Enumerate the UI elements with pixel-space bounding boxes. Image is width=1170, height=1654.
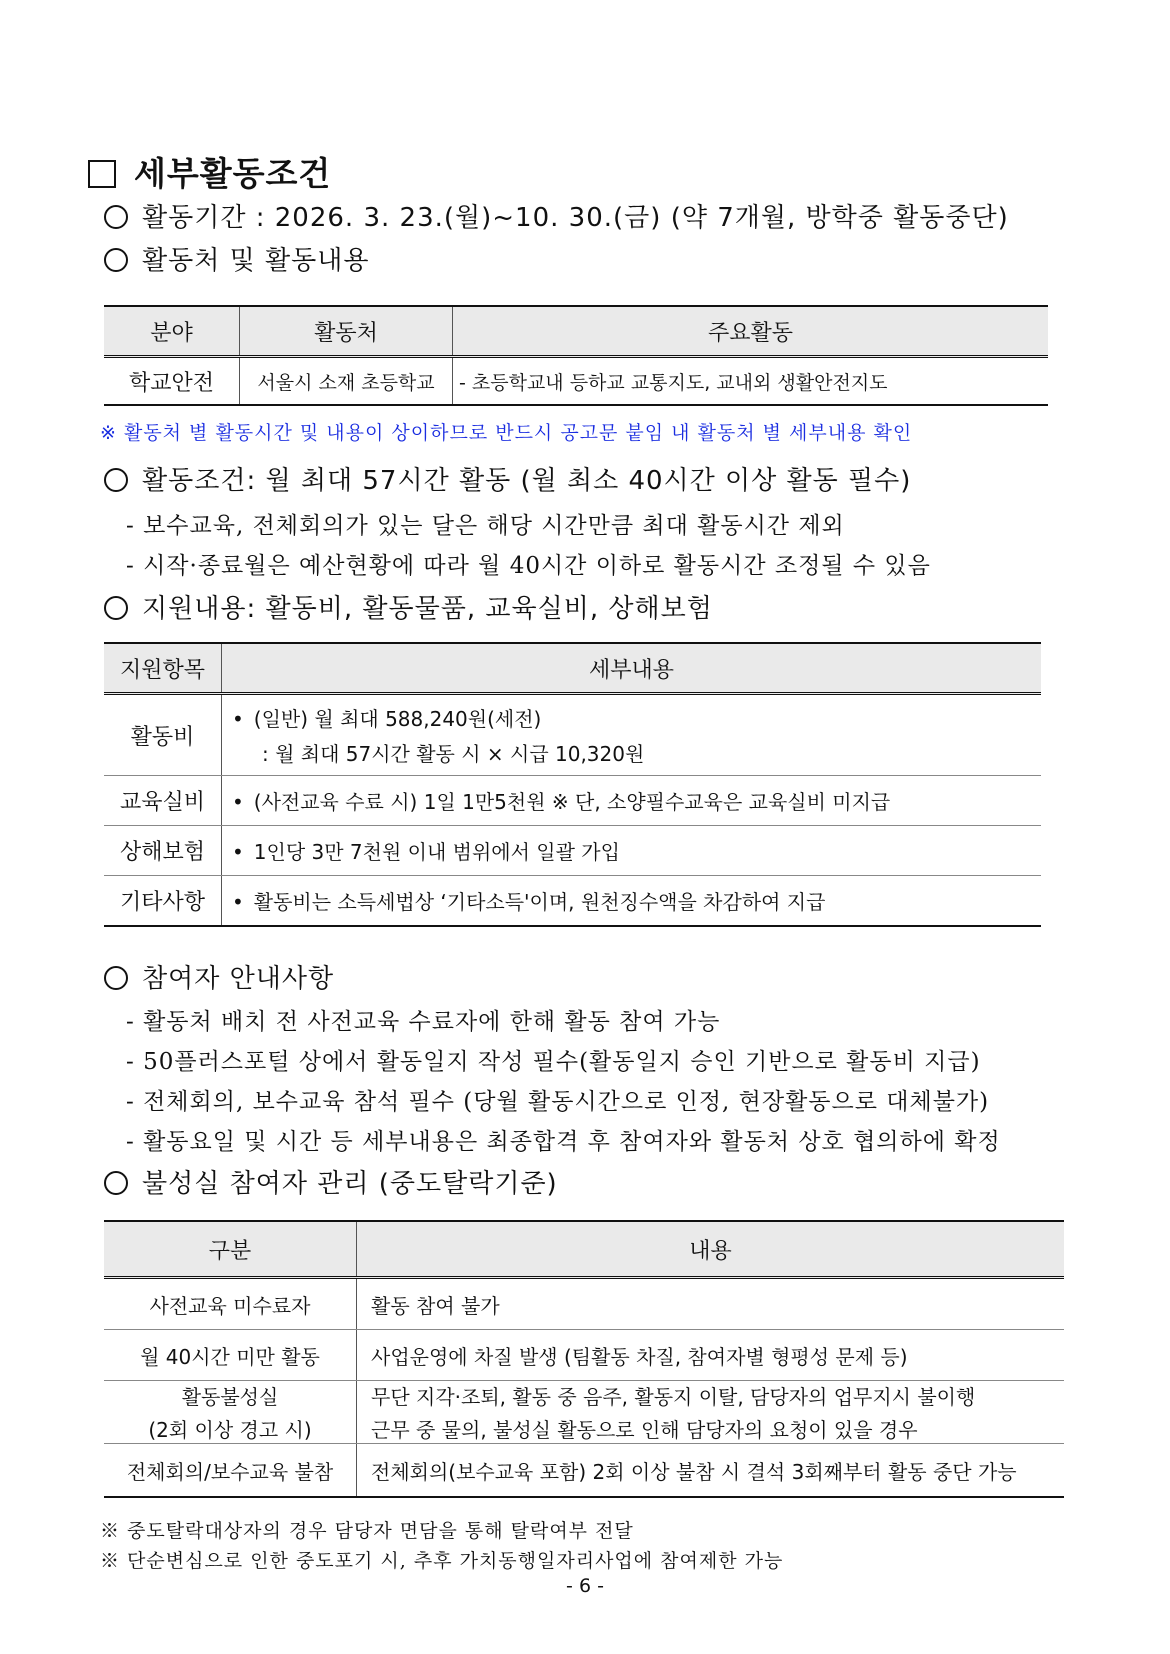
row-label: 교육실비 (104, 776, 222, 826)
dropout-heading-text: 불성실 참여자 관리 (중도탈락기준) (142, 1169, 558, 1199)
section-title-text: 세부활동조건 (134, 154, 332, 193)
condition-item: - 시작·종료월은 예산현황에 따라 월 40시간 이하로 활동시간 조정될 수 있음 (126, 553, 931, 579)
footnote: ※ 중도탈락대상자의 경우 담당자 면담을 통해 탈락여부 전달 (100, 1520, 634, 1542)
content-line: 근무 중 물의, 불성실 활동으로 인해 담당자의 요청이 있을 경우 (371, 1418, 918, 1442)
footnote: ※ 단순변심으로 인한 중도포기 시, 추후 가치동행일자리사업에 참여제한 가능 (100, 1550, 784, 1572)
table-header: 지원항목 (104, 643, 222, 694)
row-label: 활동비 (104, 694, 222, 776)
circle-bullet-icon (104, 468, 128, 492)
table-cell: 서울시 소재 초등학교 (240, 357, 453, 406)
participant-item: - 활동요일 및 시간 등 세부내용은 최종합격 후 참여자와 활동처 상호 협의하에 확정 (126, 1129, 1001, 1155)
content-line: : 월 최대 57시간 활동 시 × 시급 10,320원 (262, 742, 645, 766)
table-header-row (104, 1221, 1064, 1278)
table-header: 세부내용 (222, 643, 1042, 694)
circle-bullet-icon (104, 248, 128, 272)
table-header: 구분 (104, 1221, 357, 1278)
table-row (104, 1278, 1064, 1330)
row-content (222, 876, 1042, 927)
content-text: 활동비는 소득세법상 ‘기타소득'이며, 원천징수액을 차감하여 지급 (253, 890, 826, 914)
row-content (222, 694, 1042, 776)
table-row (104, 1381, 1064, 1444)
condition-heading-text: 활동조건: 월 최대 57시간 활동 (월 최소 40시간 이상 활동 필수) (142, 466, 912, 496)
content-text: 1인당 3만 7천원 이내 범위에서 일괄 가입 (253, 840, 620, 864)
table-header: 활동처 (240, 306, 453, 357)
activity-period (104, 197, 1009, 234)
row-content: 사업운영에 차질 발생 (팀활동 차질, 참여자별 형평성 문제 등) (357, 1330, 1065, 1381)
table-cell: - 초등학교내 등하교 교통지도, 교내외 생활안전지도 (453, 357, 1049, 406)
table-cell: 학교안전 (128, 370, 214, 396)
table-header: 주요활동 (453, 306, 1049, 357)
row-label: 사전교육 미수료자 (104, 1278, 357, 1330)
support-table (104, 642, 1041, 927)
support-heading (104, 588, 713, 625)
place-heading-text: 활동처 및 활동내용 (142, 246, 370, 276)
condition-heading (104, 460, 911, 497)
table-row (104, 694, 1041, 776)
row-label: 상해보험 (104, 826, 222, 876)
circle-bullet-icon (104, 1171, 128, 1195)
place-heading (104, 240, 369, 277)
circle-bullet-icon (104, 596, 128, 620)
table-row (104, 357, 1048, 406)
table-row (104, 1444, 1064, 1498)
bullet-icon: • (232, 890, 244, 914)
activity-period-text: 활동기간 : 2026. 3. 23.(월)~10. 30.(금) (약 7개월, 방학중 활동중단) (142, 203, 1009, 233)
dropout-heading (104, 1163, 558, 1200)
table-row (104, 826, 1041, 876)
row-content (222, 826, 1042, 876)
table-row (104, 876, 1041, 927)
row-content: 전체회의(보수교육 포함) 2회 이상 불참 시 결석 3회째부터 활동 중단 가능 (357, 1444, 1065, 1498)
row-label (104, 1381, 357, 1444)
circle-bullet-icon (104, 966, 128, 990)
table-header: 분야 (104, 306, 240, 357)
activity-place-table (104, 305, 1048, 406)
row-content (222, 776, 1042, 826)
row-label-line: (2회 이상 경고 시) (148, 1418, 312, 1442)
table-header: 내용 (357, 1221, 1065, 1278)
condition-item: - 보수교육, 전체회의가 있는 달은 해당 시간만큼 최대 활동시간 제외 (126, 513, 845, 539)
table-header-row (104, 643, 1041, 694)
row-content (357, 1381, 1065, 1444)
row-label-line: 활동불성실 (181, 1385, 279, 1409)
dropout-criteria-table (104, 1220, 1064, 1498)
participant-heading-text: 참여자 안내사항 (142, 964, 335, 994)
checkbox-square-icon (88, 160, 116, 188)
content-line (232, 703, 1041, 732)
participant-heading (104, 958, 334, 995)
table-row (104, 776, 1041, 826)
bullet-icon: • (232, 840, 244, 864)
content-line: 무단 지각·조퇴, 활동 중 음주, 활동지 이탈, 담당자의 업무지시 불이행 (371, 1385, 976, 1409)
row-content: 활동 참여 불가 (357, 1278, 1065, 1330)
circle-bullet-icon (104, 205, 128, 229)
row-label: 월 40시간 미만 활동 (104, 1330, 357, 1381)
table-row (104, 1330, 1064, 1381)
page-number: - 6 - (566, 1575, 604, 1597)
participant-item: - 50플러스포털 상에서 활동일지 작성 필수(활동일지 승인 기반으로 활동비 지급) (126, 1049, 981, 1075)
bullet-icon: • (232, 707, 244, 731)
content-text: (일반) 월 최대 588,240원(세전) (253, 707, 542, 731)
participant-item: - 전체회의, 보수교육 참석 필수 (당월 활동시간으로 인정, 현장활동으로 대체불가) (126, 1089, 990, 1115)
row-label: 전체회의/보수교육 불참 (126, 1459, 334, 1484)
support-heading-text: 지원내용: 활동비, 활동물품, 교육실비, 상해보험 (142, 594, 713, 624)
participant-item: - 활동처 배치 전 사전교육 수료자에 한해 활동 참여 가능 (126, 1009, 721, 1035)
row-label: 기타사항 (119, 890, 205, 915)
bullet-icon: • (232, 790, 244, 814)
section-title (88, 148, 331, 195)
content-text: (사전교육 수료 시) 1일 1만5천원 ※ 단, 소양필수교육은 교육실비 미지급 (253, 790, 891, 814)
blue-notice: ※ 활동처 별 활동시간 및 내용이 상이하므로 반드시 공고문 붙임 내 활동처 별 세부내용 확인 (100, 422, 913, 444)
table-header-row (104, 306, 1048, 357)
